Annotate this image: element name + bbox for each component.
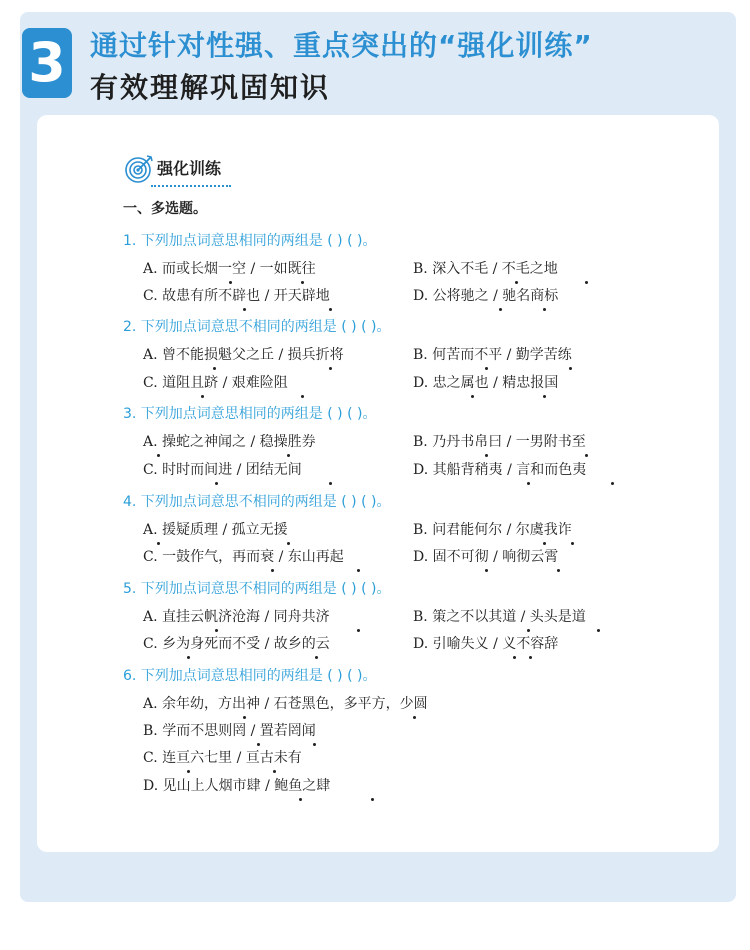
option-c: C. 时时而间进 / 团结无间 [143, 462, 302, 478]
option-d: D. 引喻失义 / 义不容辞 [413, 636, 559, 652]
section-number-badge: 3 [22, 28, 72, 98]
exercise-card [37, 115, 719, 852]
emphasis-dot [357, 569, 360, 572]
emphasis-dot [213, 367, 216, 370]
option-a: A. 直挂云帆济沧海 / 同舟共济 [143, 609, 330, 625]
emphasis-dot [515, 281, 518, 284]
option-b: B. 学而不思则罔 / 置若罔闻 [143, 723, 316, 739]
option-a: A. 余年幼，方出神 / 石苍黑色，多平方，少圆 [143, 696, 428, 712]
emphasis-dot [485, 569, 488, 572]
emphasis-dot [585, 281, 588, 284]
option-c: C. 连亘六七里 / 亘古未有 [143, 750, 302, 766]
emphasis-dot [597, 629, 600, 632]
subheadline: 有效理解巩固知识 [90, 71, 331, 104]
emphasis-dot [299, 798, 302, 801]
emphasis-dot [187, 656, 190, 659]
option-b: B. 乃丹书帛曰 / 一男附书至 [413, 434, 586, 450]
question-stem: 3. 下列加点词意思相同的两组是 ( ) ( )。 [123, 406, 377, 422]
emphasis-dot [357, 629, 360, 632]
option-d: D. 忠之属也 / 精忠报国 [413, 375, 559, 391]
emphasis-dot [187, 770, 190, 773]
emphasis-dot [271, 569, 274, 572]
option-a: A. 援疑质理 / 孤立无援 [143, 522, 288, 538]
section-title: 强化训练 [157, 159, 222, 178]
option-d: D. 其船背稍夷 / 言和而色夷 [413, 462, 587, 478]
target-icon [123, 153, 155, 185]
question-stem: 4. 下列加点词意思不相同的两组是 ( ) ( )。 [123, 494, 391, 510]
headline: 通过针对性强、重点突出的“强化训练” [90, 29, 593, 62]
emphasis-dot [471, 395, 474, 398]
emphasis-dot [243, 308, 246, 311]
emphasis-dot [329, 308, 332, 311]
emphasis-dot [301, 395, 304, 398]
option-b: B. 问君能何尔 / 尔虞我诈 [413, 522, 572, 538]
emphasis-dot [413, 716, 416, 719]
emphasis-dot [371, 798, 374, 801]
option-a: A. 操蛇之神闻之 / 稳操胜券 [143, 434, 316, 450]
emphasis-dot [529, 656, 532, 659]
emphasis-dot [257, 743, 260, 746]
emphasis-dot [157, 454, 160, 457]
option-a: A. 而或长烟一空 / 一如既往 [143, 261, 316, 277]
emphasis-dot [301, 281, 304, 284]
emphasis-dot [201, 395, 204, 398]
option-c: C. 一鼓作气，再而衰 / 东山再起 [143, 549, 344, 565]
emphasis-dot [557, 569, 560, 572]
emphasis-dot [499, 308, 502, 311]
emphasis-dot [543, 308, 546, 311]
emphasis-dot [513, 656, 516, 659]
emphasis-dot [243, 716, 246, 719]
emphasis-dot [485, 454, 488, 457]
emphasis-dot [527, 482, 530, 485]
option-b: B. 何苦而不平 / 勤学苦练 [413, 347, 572, 363]
emphasis-dot [329, 482, 332, 485]
part-title: 一、多选题。 [123, 201, 207, 217]
emphasis-dot [287, 454, 290, 457]
option-b: B. 策之不以其道 / 头头是道 [413, 609, 586, 625]
emphasis-dot [543, 542, 546, 545]
emphasis-dot [329, 367, 332, 370]
emphasis-dot [527, 629, 530, 632]
question-stem: 1. 下列加点词意思相同的两组是 ( ) ( )。 [123, 233, 377, 249]
emphasis-dot [273, 770, 276, 773]
emphasis-dot [313, 743, 316, 746]
emphasis-dot [315, 656, 318, 659]
emphasis-dot [585, 454, 588, 457]
emphasis-dot [157, 542, 160, 545]
option-a: A. 曾不能损魁父之丘 / 损兵折将 [143, 347, 344, 363]
emphasis-dot [215, 629, 218, 632]
option-b: B. 深入不毛 / 不毛之地 [413, 261, 558, 277]
emphasis-dot [485, 367, 488, 370]
emphasis-dot [571, 542, 574, 545]
emphasis-dot [215, 482, 218, 485]
option-d: D. 公将驰之 / 驰名商标 [413, 288, 559, 304]
option-c: C. 乡为身死而不受 / 故乡的云 [143, 636, 330, 652]
option-c: C. 故患有所不辟也 / 开天辟地 [143, 288, 330, 304]
option-d: D. 固不可彻 / 响彻云霄 [413, 549, 559, 565]
question-stem: 6. 下列加点词意思相同的两组是 ( ) ( )。 [123, 668, 377, 684]
emphasis-dot [287, 542, 290, 545]
option-d: D. 见山上人烟市肆 / 鲍鱼之肆 [143, 778, 331, 794]
option-c: C. 道阻且跻 / 艰难险阻 [143, 375, 288, 391]
question-stem: 2. 下列加点词意思不相同的两组是 ( ) ( )。 [123, 319, 391, 335]
emphasis-dot [229, 281, 232, 284]
emphasis-dot [611, 482, 614, 485]
bottom-margin [20, 902, 736, 950]
question-stem: 5. 下列加点词意思不相同的两组是 ( ) ( )。 [123, 581, 391, 597]
emphasis-dot [543, 395, 546, 398]
section-underline [151, 185, 231, 187]
emphasis-dot [569, 367, 572, 370]
